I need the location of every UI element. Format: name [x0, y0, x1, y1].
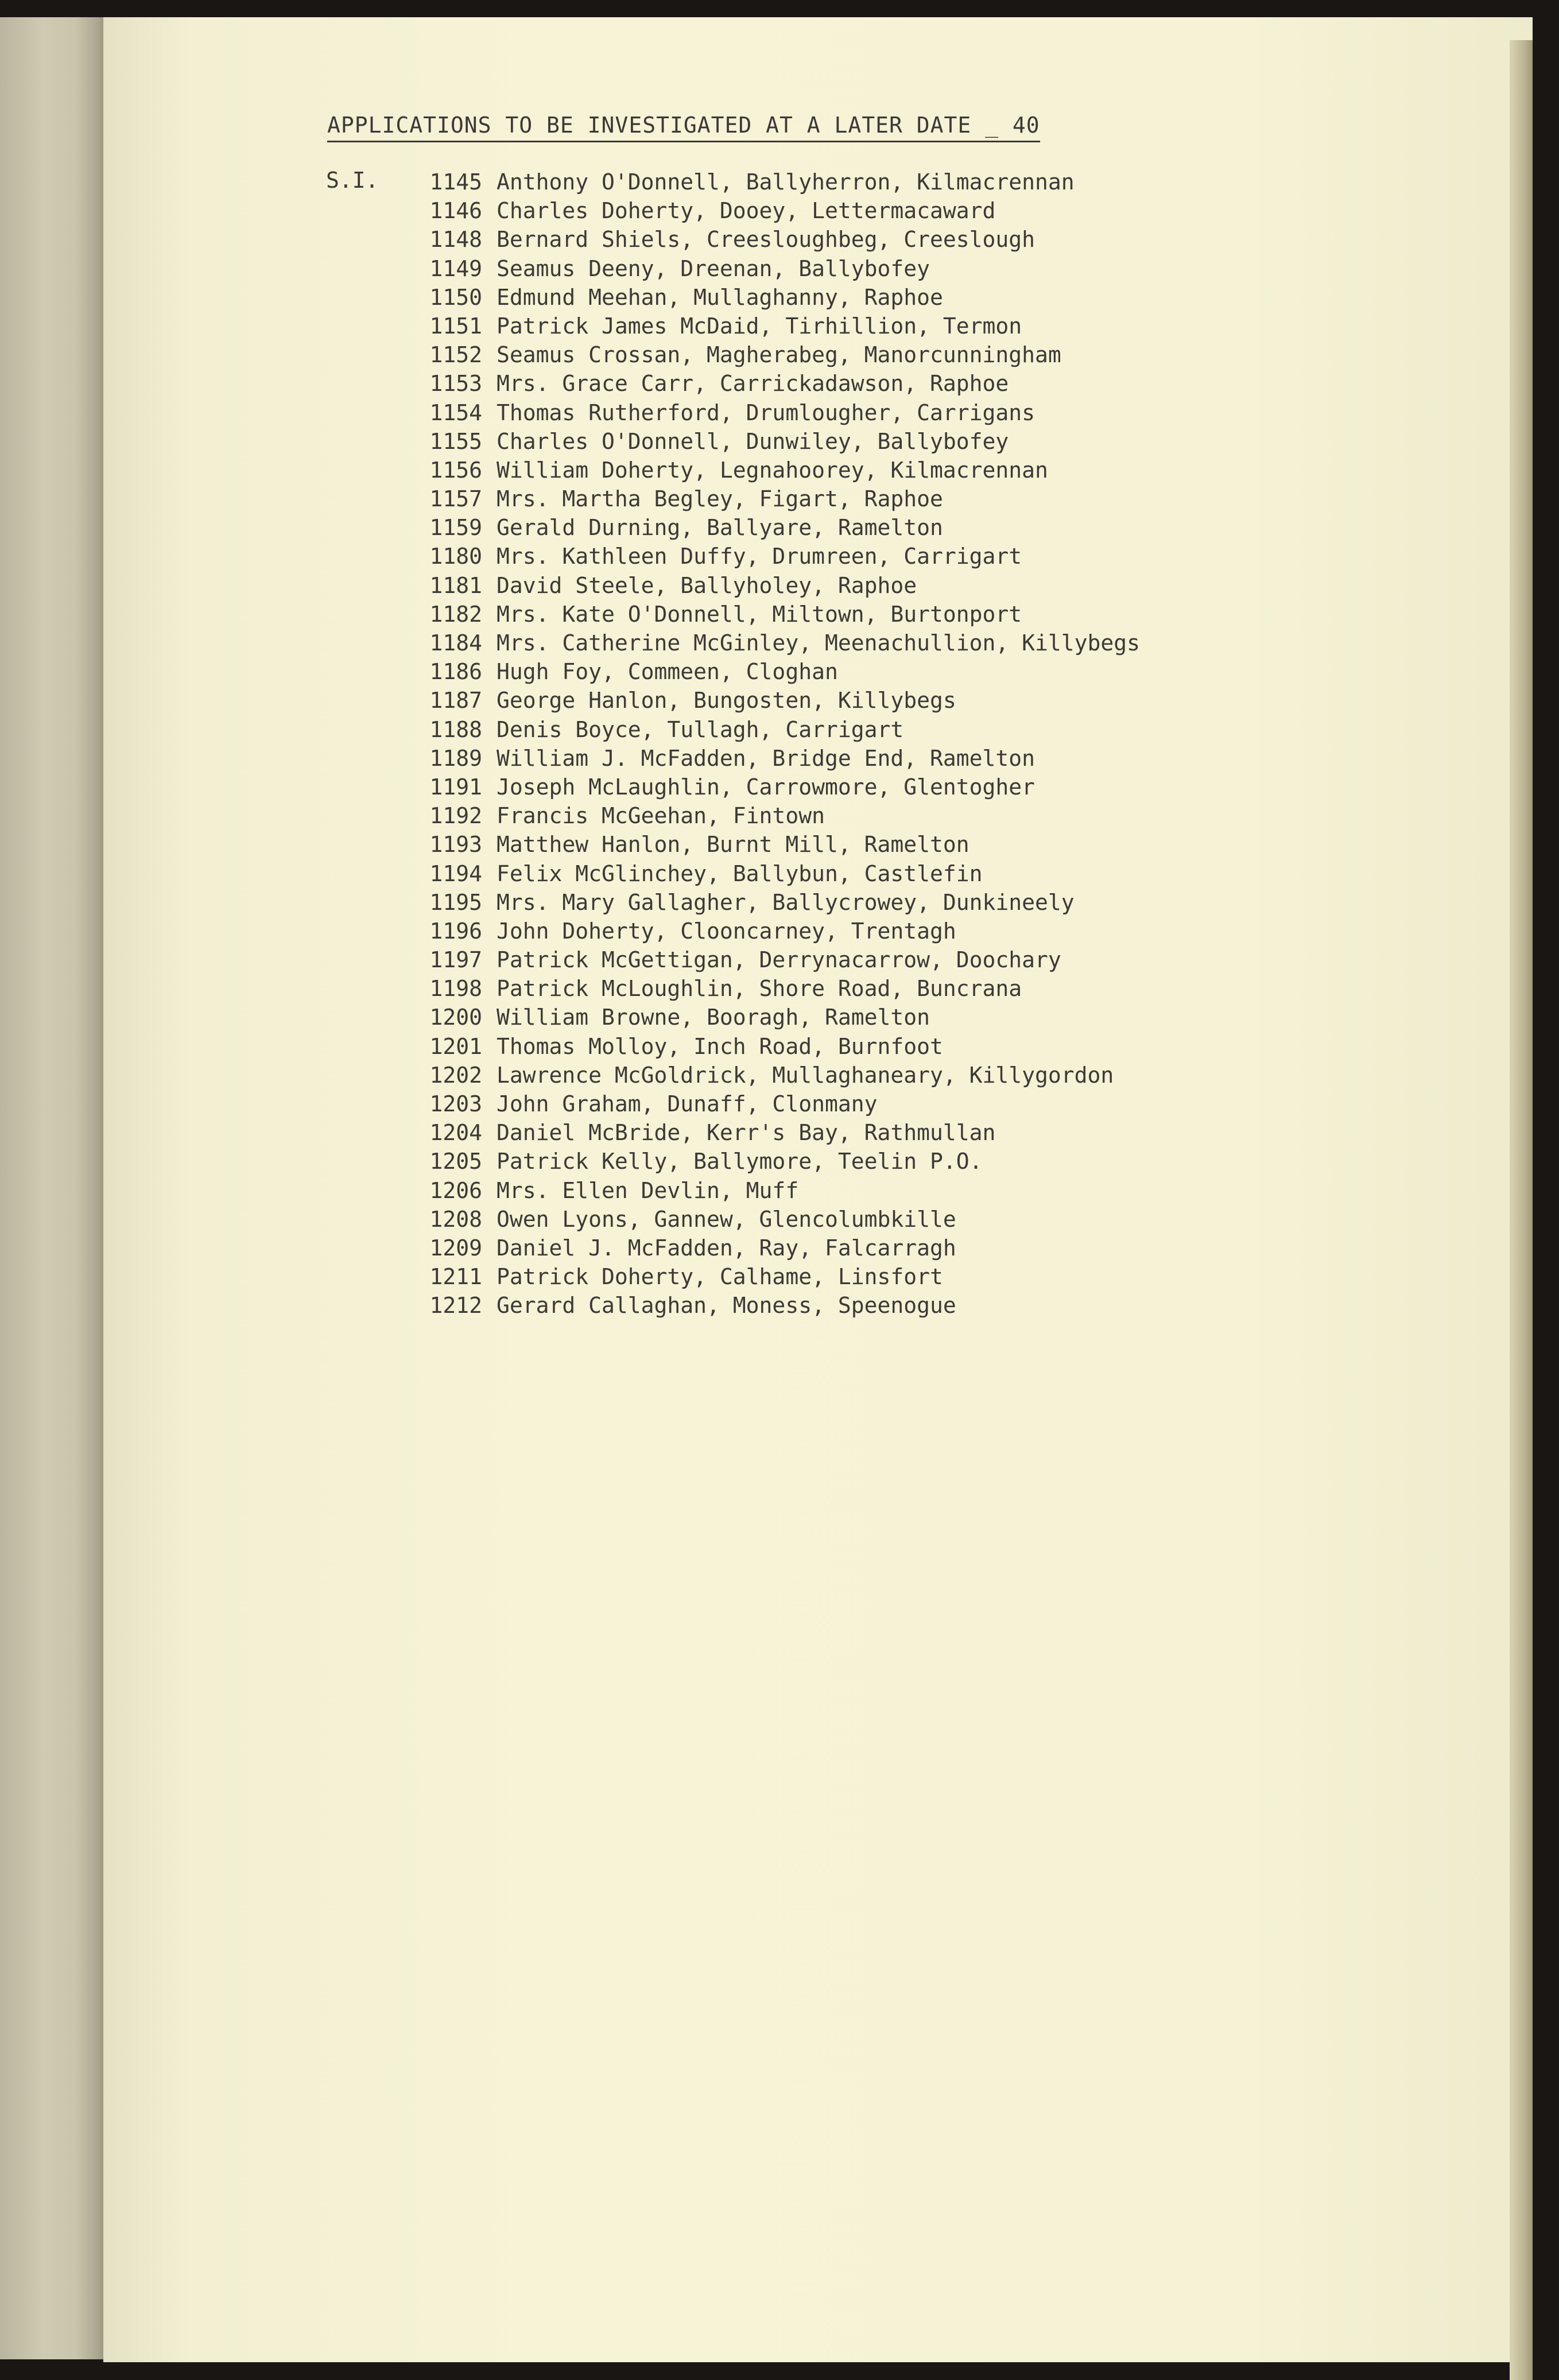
list-item	[373, 859, 1269, 888]
application-number: 1154	[429, 400, 482, 425]
application-number: 1146	[429, 198, 482, 224]
applicant-entry: Thomas Molloy, Inch Road, Burnfoot	[497, 1033, 943, 1059]
application-number: 1184	[429, 630, 482, 656]
applicant-entry: Daniel McBride, Kerr's Bay, Rathmullan	[497, 1120, 996, 1146]
list-item	[373, 513, 1269, 542]
applicant-entry: Mrs. Martha Begley, Figart, Raphoe	[497, 486, 943, 512]
list-item	[373, 398, 1269, 427]
list-item	[373, 657, 1269, 686]
list-item	[373, 629, 1269, 657]
section-prefix: S.I.	[326, 168, 379, 193]
application-number: 1196	[429, 918, 482, 944]
applicant-entry: Lawrence McGoldrick, Mullaghaneary, Killygordon	[497, 1062, 1114, 1088]
list-item	[373, 773, 1269, 801]
list-item	[373, 1061, 1269, 1090]
list-item	[373, 456, 1269, 484]
application-number: 1205	[429, 1149, 482, 1175]
applicant-entry: Patrick Kelly, Ballymore, Teelin P.O.	[497, 1149, 983, 1175]
applicant-entry: Thomas Rutherford, Drumlougher, Carrigans	[497, 400, 1035, 425]
list-item	[373, 686, 1269, 715]
list-item	[373, 917, 1269, 945]
applicant-entry: Seamus Deeny, Dreenan, Ballybofey	[497, 255, 930, 281]
applicant-entry: Daniel J. McFadden, Ray, Falcarragh	[497, 1235, 956, 1261]
application-number: 1197	[429, 947, 482, 973]
list-item	[373, 744, 1269, 773]
applicant-entry: Mrs. Kathleen Duffy, Drumreen, Carrigart	[497, 544, 1022, 569]
application-number: 1189	[429, 745, 482, 771]
applicant-entry: George Hanlon, Bungosten, Killybegs	[497, 688, 956, 714]
list-item	[373, 974, 1269, 1003]
applicant-entry: William Doherty, Legnahoorey, Kilmacrennan	[497, 457, 1048, 483]
list-item	[373, 1147, 1269, 1176]
list-item	[373, 1032, 1269, 1061]
applicant-entry: Charles Doherty, Dooey, Lettermacaward	[497, 198, 996, 224]
application-number: 1195	[429, 889, 482, 915]
list-item	[373, 830, 1269, 859]
list-item	[373, 1090, 1269, 1118]
application-list	[373, 168, 1269, 1320]
list-item	[373, 168, 1269, 196]
list-item	[373, 945, 1269, 974]
application-number: 1209	[429, 1235, 482, 1261]
application-number: 1204	[429, 1120, 482, 1146]
application-number: 1180	[429, 544, 482, 569]
applicant-entry: Francis McGeehan, Fintown	[497, 803, 825, 829]
applicant-entry: Mrs. Catherine McGinley, Meenachullion, Killybegs	[497, 630, 1141, 656]
application-number: 1153	[429, 371, 482, 397]
applicant-entry: Patrick Doherty, Calhame, Linsfort	[497, 1264, 943, 1290]
applicant-entry: Gerald Durning, Ballyare, Ramelton	[497, 515, 943, 541]
applicant-entry: Mrs. Grace Carr, Carrickadawson, Raphoe	[497, 371, 1009, 397]
application-number: 1211	[429, 1264, 482, 1290]
application-number: 1145	[429, 169, 482, 195]
applicant-entry: Mrs. Mary Gallagher, Ballycrowey, Dunkineely	[497, 889, 1075, 915]
list-item	[373, 484, 1269, 513]
application-number: 1191	[429, 774, 482, 800]
page-heading	[327, 113, 1040, 138]
list-item	[373, 369, 1269, 398]
application-number: 1202	[429, 1062, 482, 1088]
application-number: 1188	[429, 716, 482, 742]
list-item	[373, 1118, 1269, 1147]
list-item	[373, 715, 1269, 744]
application-number: 1194	[429, 860, 482, 886]
application-number: 1149	[429, 255, 482, 281]
list-item	[373, 600, 1269, 629]
list-item	[373, 283, 1269, 312]
applicant-entry: John Graham, Dunaff, Clonmany	[497, 1091, 878, 1117]
applicant-entry: Seamus Crossan, Magherabeg, Manorcunningham	[497, 342, 1061, 368]
applicant-entry: John Doherty, Clooncarney, Trentagh	[497, 918, 956, 944]
heading-underline	[327, 141, 1040, 142]
applicant-entry: Charles O'Donnell, Dunwiley, Ballybofey	[497, 428, 1009, 454]
list-item	[373, 888, 1269, 917]
list-item	[373, 1205, 1269, 1234]
applicant-entry: Gerard Callaghan, Moness, Speenogue	[497, 1293, 956, 1319]
application-number: 1201	[429, 1033, 482, 1059]
application-number: 1159	[429, 515, 482, 541]
list-item	[373, 1262, 1269, 1291]
list-item	[373, 542, 1269, 571]
application-number: 1156	[429, 457, 482, 483]
applicant-entry: Edmund Meehan, Mullaghanny, Raphoe	[497, 284, 943, 310]
application-number: 1151	[429, 313, 482, 339]
application-number: 1182	[429, 601, 482, 627]
list-item	[373, 1003, 1269, 1032]
application-number: 1187	[429, 688, 482, 714]
application-number: 1198	[429, 976, 482, 1002]
list-item	[373, 196, 1269, 225]
list-item	[373, 427, 1269, 456]
list-item	[373, 571, 1269, 600]
application-number: 1186	[429, 659, 482, 685]
applicant-entry: Mrs. Kate O'Donnell, Miltown, Burtonport	[497, 601, 1022, 627]
applicant-entry: William J. McFadden, Bridge End, Ramelton	[497, 745, 1035, 771]
list-item	[373, 225, 1269, 254]
applicant-entry: David Steele, Ballyholey, Raphoe	[497, 572, 917, 598]
applicant-entry: Anthony O'Donnell, Ballyherron, Kilmacrennan	[497, 169, 1075, 195]
application-number: 1200	[429, 1005, 482, 1030]
applicant-entry: Mrs. Ellen Devlin, Muff	[497, 1177, 799, 1203]
application-number: 1150	[429, 284, 482, 310]
list-item	[373, 801, 1269, 830]
list-item	[373, 340, 1269, 369]
application-number: 1152	[429, 342, 482, 368]
applicant-entry: Felix McGlinchey, Ballybun, Castlefin	[497, 860, 983, 886]
list-item	[373, 1176, 1269, 1205]
application-number: 1203	[429, 1091, 482, 1117]
applicant-entry: Matthew Hanlon, Burnt Mill, Ramelton	[497, 832, 969, 858]
applicant-entry: Joseph McLaughlin, Carrowmore, Glentogher	[497, 774, 1035, 800]
applicant-entry: Bernard Shiels, Creesloughbeg, Creeslough	[497, 227, 1035, 253]
applicant-entry: Denis Boyce, Tullagh, Carrigart	[497, 716, 904, 742]
heading-text: APPLICATIONS TO BE INVESTIGATED AT A LATER DATE _ 40	[327, 113, 1040, 138]
application-number: 1192	[429, 803, 482, 829]
application-number: 1148	[429, 227, 482, 253]
applicant-entry: Patrick McLoughlin, Shore Road, Buncrana	[497, 976, 1022, 1002]
applicant-entry: Patrick McGettigan, Derrynacarrow, Doochary	[497, 947, 1061, 973]
application-number: 1157	[429, 486, 482, 512]
list-item	[373, 1234, 1269, 1262]
application-number: 1193	[429, 832, 482, 858]
applicant-entry: Patrick James McDaid, Tirhillion, Termon	[497, 313, 1022, 339]
list-item	[373, 1291, 1269, 1320]
application-number: 1155	[429, 428, 482, 454]
application-number: 1208	[429, 1206, 482, 1232]
applicant-entry: William Browne, Booragh, Ramelton	[497, 1005, 930, 1030]
application-number: 1212	[429, 1293, 482, 1319]
application-number: 1181	[429, 572, 482, 598]
applicant-entry: Owen Lyons, Gannew, Glencolumbkille	[497, 1206, 956, 1232]
list-item	[373, 312, 1269, 340]
applicant-entry: Hugh Foy, Commeen, Cloghan	[497, 659, 838, 685]
list-item	[373, 254, 1269, 283]
application-number: 1206	[429, 1177, 482, 1203]
